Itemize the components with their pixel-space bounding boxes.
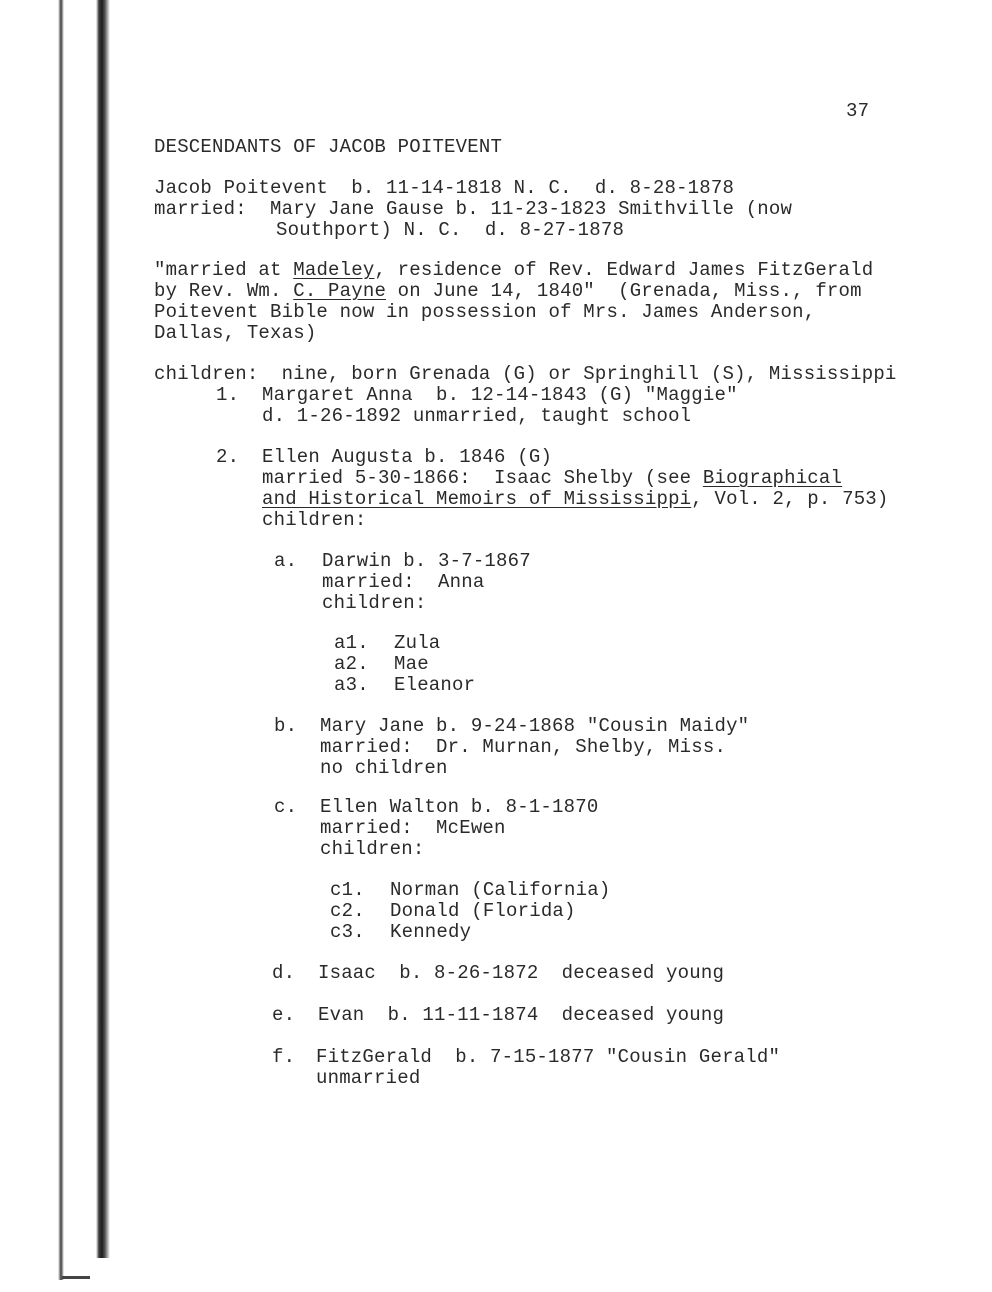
a1-id: a1.: [334, 632, 369, 654]
entry-d-line-1: Isaac b. 8-26-1872 deceased young: [318, 962, 725, 984]
memoirs-title-part-1: Biographical: [702, 467, 843, 489]
child-2-line-3: [262, 489, 889, 510]
entry-a-line-3: children:: [322, 592, 427, 614]
c3-name: Kennedy: [390, 921, 472, 943]
entry-b-letter: b.: [274, 715, 298, 737]
quote-line-1-a: "married at: [154, 259, 294, 281]
quote-line-4: Dallas, Texas): [154, 322, 317, 344]
child-1-line-2: d. 1-26-1892 unmarried, taught school: [262, 405, 692, 427]
quote-line-2-a: by Rev. Wm.: [154, 280, 294, 302]
a3-name: Eleanor: [394, 674, 476, 696]
quote-line-1: [154, 260, 873, 281]
entry-c-line-1: Ellen Walton b. 8-1-1870: [320, 796, 599, 818]
entry-b-line-3: no children: [320, 757, 448, 779]
child-2-number: 2.: [216, 446, 240, 468]
quote-line-2: [154, 281, 862, 302]
header-line-1: Jacob Poitevent b. 11-14-1818 N. C. d. 8-28-1878: [154, 177, 735, 199]
a2-name: Mae: [394, 653, 429, 675]
child-2-line-4: children:: [262, 509, 367, 531]
c2-id: c2.: [330, 900, 365, 922]
entry-e-letter: e.: [272, 1004, 296, 1026]
binding-edge: [96, 0, 110, 1258]
child-2-line-3-b: , Vol. 2, p. 753): [691, 488, 889, 510]
entry-f-letter: f.: [272, 1046, 296, 1068]
binding-shadow-left: [58, 0, 64, 1280]
quote-payne: C. Payne: [293, 280, 387, 302]
c1-id: c1.: [330, 879, 365, 901]
entry-c-line-3: children:: [320, 838, 425, 860]
children-intro: children: nine, born Grenada (G) or Springhill (S), Mississippi: [154, 363, 897, 385]
c3-id: c3.: [330, 921, 365, 943]
a1-name: Zula: [394, 632, 441, 654]
entry-c-letter: c.: [274, 796, 298, 818]
c2-name: Donald (Florida): [390, 900, 576, 922]
entry-f-line-1: FitzGerald b. 7-15-1877 "Cousin Gerald": [316, 1046, 781, 1068]
c1-name: Norman (California): [390, 879, 611, 901]
quote-line-2-b: on June 14, 1840" (Grenada, Miss., from: [386, 280, 862, 302]
child-1-number: 1.: [216, 384, 240, 406]
memoirs-title-part-2: and Historical Memoirs of Mississippi: [262, 488, 692, 510]
entry-f-line-2: unmarried: [316, 1067, 421, 1089]
header-line-2: married: Mary Jane Gause b. 11-23-1823 Smithville (now: [154, 198, 793, 220]
entry-b-line-1: Mary Jane b. 9-24-1868 "Cousin Maidy": [320, 715, 750, 737]
child-2-line-2-a: married 5-30-1866: Isaac Shelby (see: [262, 467, 703, 489]
page-title: DESCENDANTS OF JACOB POITEVENT: [154, 136, 503, 158]
entry-a-letter: a.: [274, 550, 298, 572]
entry-b-line-2: married: Dr. Murnan, Shelby, Miss.: [320, 736, 727, 758]
a2-id: a2.: [334, 653, 369, 675]
a3-id: a3.: [334, 674, 369, 696]
binding-foot-mark: [62, 1276, 90, 1279]
entry-e-line-1: Evan b. 11-11-1874 deceased young: [318, 1004, 725, 1026]
child-2-line-1: Ellen Augusta b. 1846 (G): [262, 446, 553, 468]
child-2-line-2: [262, 468, 842, 489]
page-number: 37: [846, 100, 870, 122]
quote-madeley: Madeley: [293, 259, 375, 281]
quote-line-1-b: , residence of Rev. Edward James FitzGerald: [374, 259, 874, 281]
entry-d-letter: d.: [272, 962, 296, 984]
quote-line-3: Poitevent Bible now in possession of Mrs. James Anderson,: [154, 301, 816, 323]
entry-a-line-1: Darwin b. 3-7-1867: [322, 550, 531, 572]
header-line-3: Southport) N. C. d. 8-27-1878: [276, 219, 625, 241]
entry-c-line-2: married: McEwen: [320, 817, 506, 839]
child-1-line-1: Margaret Anna b. 12-14-1843 (G) "Maggie": [262, 384, 738, 406]
entry-a-line-2: married: Anna: [322, 571, 485, 593]
